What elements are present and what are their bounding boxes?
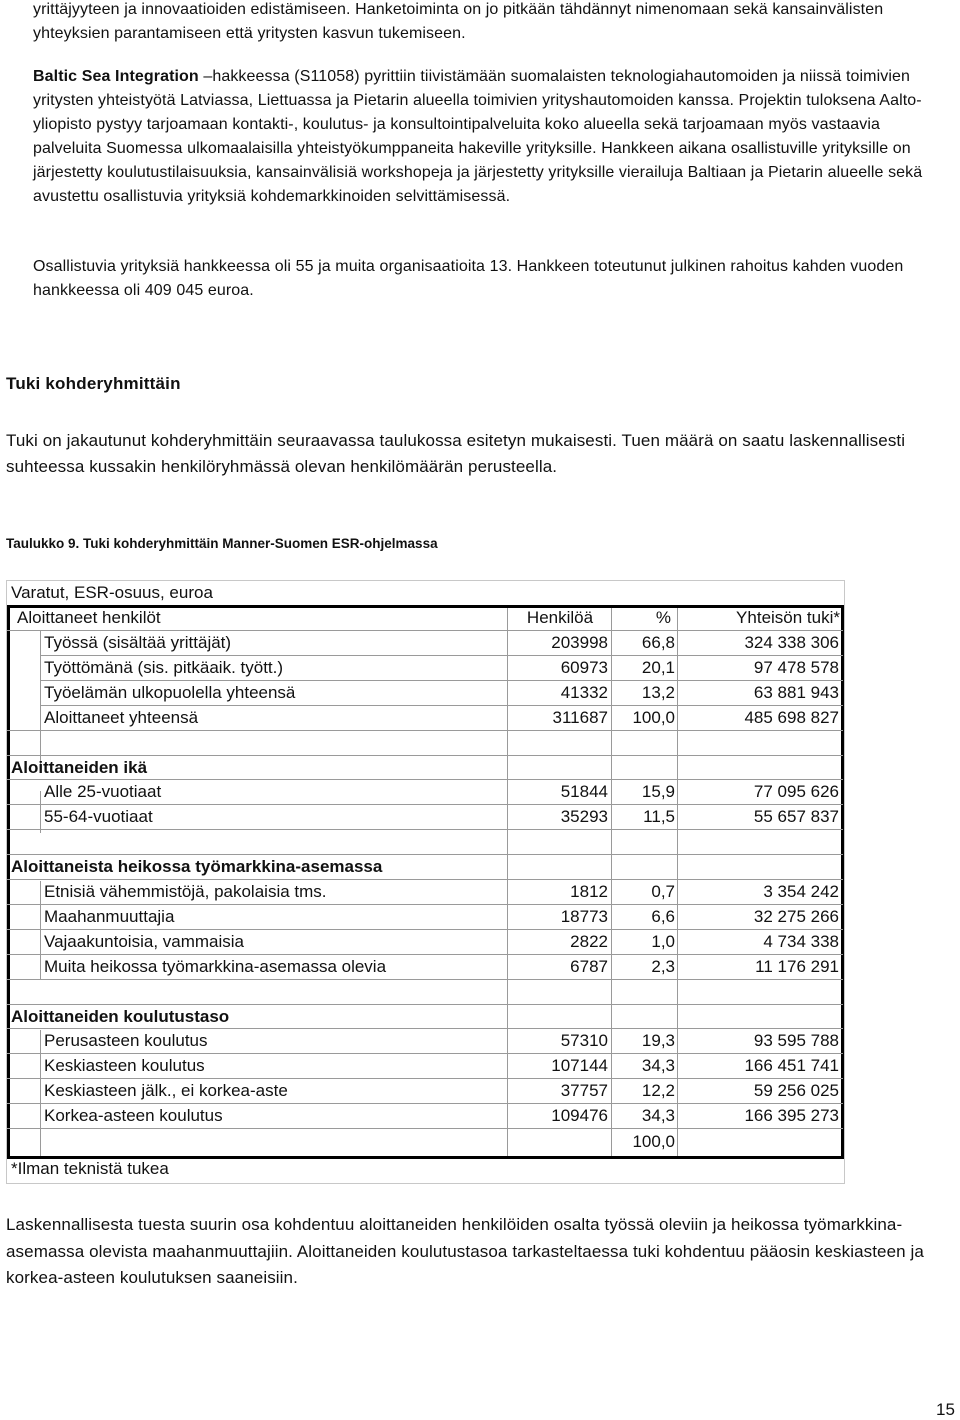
table-cell-persons: 51844 <box>560 782 608 801</box>
participants-paragraph: Osallistuvia yrityksiä hankkeessa oli 55 ja muita organisaatioita 13. Hankkeen toteutunut julkinen rahoitus kahden vuoden hankkeessa oli 409 045 euroa. <box>33 258 904 299</box>
header-persons: Henkilöä <box>526 608 594 627</box>
table-cell-pct: 66,8 <box>641 633 675 652</box>
section-text: Tuki on jakautunut kohderyhmittäin seuraavassa taulukossa esitetyn mukaisesti. Tuen määrä on saatu laskennallisesti suhteessa kussakin henkilöryhmässä olevan henkilömäärän perusteella. <box>6 431 906 476</box>
grid-line <box>7 1078 843 1079</box>
table-cell-persons: 35293 <box>560 807 608 826</box>
table-cell-support: 63 881 943 <box>753 683 839 702</box>
grid-line <box>40 630 41 767</box>
table-cell-persons: 107144 <box>551 1056 608 1075</box>
grid-line <box>7 904 843 905</box>
table-cell-support: 4 734 338 <box>763 932 839 951</box>
header-group: Aloittaneet henkilöt <box>17 608 161 627</box>
table-cell-support: 55 657 837 <box>753 807 839 826</box>
table-cell-pct: 2,3 <box>651 957 675 976</box>
table-cell-support: 32 275 266 <box>753 907 839 926</box>
table-cell-support: 324 338 306 <box>744 633 839 652</box>
table-row-label: Muita heikossa työmarkkina-asemassa olevia <box>44 957 387 976</box>
grid-line <box>7 854 843 855</box>
grid-line <box>7 979 843 980</box>
table-cell-pct: 20,1 <box>641 658 675 677</box>
table-row-label: Vajaakuntoisia, vammaisia <box>44 932 244 951</box>
table-cell-support: 77 095 626 <box>753 782 839 801</box>
grid-line <box>7 1028 843 1029</box>
table-cell-pct: 0,7 <box>651 882 675 901</box>
table-cell-persons: 311687 <box>552 708 608 727</box>
table-cell-support: 97 478 578 <box>753 658 839 677</box>
table-row-label: Keskiasteen koulutus <box>44 1056 205 1075</box>
project-name: Baltic Sea Integration <box>33 68 199 85</box>
table-row-label: Keskiasteen jälk., ei korkea-aste <box>44 1081 288 1100</box>
table-row-label: Työttömänä (sis. pitkäaik. tyött.) <box>44 658 284 677</box>
table-row-label: Etnisiä vähemmistöjä, pakolaisia tms. <box>44 882 327 901</box>
table-row-label: Työssä (sisältää yrittäjät) <box>44 633 232 652</box>
grid-line <box>40 680 843 681</box>
table-caption: Taulukko 9. Tuki kohderyhmittäin Manner-Suomen ESR-ohjelmassa <box>6 536 438 551</box>
table-cell-support: 485 698 827 <box>744 708 839 727</box>
grid-line <box>7 779 843 780</box>
table-cell-support: 11 176 291 <box>755 957 839 976</box>
table-cell-persons: 41332 <box>560 683 608 702</box>
table-row-label: Aloittaneet yhteensä <box>44 708 199 727</box>
table-footnote: *Ilman teknistä tukea <box>11 1159 169 1178</box>
table-row-label: Alle 25-vuotiaat <box>44 782 162 801</box>
grid-line <box>40 1030 41 1159</box>
table-cell-pct: 34,3 <box>641 1056 675 1075</box>
table-cell-persons: 57310 <box>560 1031 608 1050</box>
grid-line <box>40 705 843 706</box>
table-cell-pct: 13,2 <box>641 683 675 702</box>
page-number: 15 <box>936 1400 955 1419</box>
grid-line <box>7 630 843 631</box>
table-cell-pct: 6,6 <box>651 907 675 926</box>
table-cell-support: 59 256 025 <box>753 1081 839 1100</box>
header-pct: % <box>655 608 671 627</box>
grid-line <box>7 804 843 805</box>
grid-line <box>7 1004 843 1005</box>
grid-line <box>7 1128 843 1129</box>
grid-line <box>7 1053 843 1054</box>
edu-total-pct: 100,0 <box>632 1132 675 1151</box>
grid-line <box>40 791 41 833</box>
table-cell-pct: 12,2 <box>641 1081 675 1100</box>
table-cell-pct: 15,9 <box>641 782 675 801</box>
table-cell-pct: 11,5 <box>643 807 675 826</box>
table-cell-persons: 109476 <box>551 1106 608 1125</box>
weak-section-title: Aloittaneista heikossa työmarkkina-asemassa <box>11 857 383 876</box>
grid-line <box>7 730 843 731</box>
grid-line <box>7 954 843 955</box>
table-cell-support: 93 595 788 <box>753 1031 839 1050</box>
grid-line <box>40 881 41 980</box>
table-cell-support: 3 354 242 <box>763 882 839 901</box>
table-cell-support: 166 395 273 <box>744 1106 839 1125</box>
grid-line <box>7 755 843 756</box>
table-cell-persons: 2822 <box>570 932 608 951</box>
table-cell-pct: 34,3 <box>641 1106 675 1125</box>
edu-section-title: Aloittaneiden koulutustaso <box>11 1007 230 1026</box>
intro-paragraph: yrittäjyyteen ja innovaatioiden edistämiseen. Hanketoiminta on jo pitkään tähdännyt nimenomaan sekä kansainvälisten yhteyksien parantamiseen että yritysten kasvun tukemiseen. <box>33 1 884 42</box>
age-section-title: Aloittaneiden ikä <box>11 758 148 777</box>
table-cell-persons: 1812 <box>570 882 608 901</box>
summary-paragraph: Laskennallisesta tuesta suurin osa kohdentuu aloittaneiden henkilöiden osalta työssä oleviin ja heikossa työmarkkina-asemassa olevista maahanmuuttajiin. Aloittaneiden koulutustasoa tarkasteltaessa tuki kohdentuu pääosin keskiasteen ja korkea-asteen koulutuksen saaneisiin. <box>6 1215 924 1287</box>
table-row-label: Työelämän ulkopuolella yhteensä <box>44 683 296 702</box>
table-row-label: 55-64-vuotiaat <box>44 807 153 826</box>
project-paragraph <box>33 65 948 209</box>
grid-line <box>841 605 844 1159</box>
table-cell-support: 166 451 741 <box>744 1056 839 1075</box>
table-cell-pct: 19,3 <box>641 1031 675 1050</box>
table-cell-persons: 18773 <box>560 907 608 926</box>
table-cell-persons: 60973 <box>560 658 608 677</box>
support-table <box>6 580 845 1184</box>
table-cell-pct: 100,0 <box>632 708 675 727</box>
table-row-label: Korkea-asteen koulutus <box>44 1106 223 1125</box>
grid-line <box>40 655 843 656</box>
table-cell-pct: 1,0 <box>651 932 675 951</box>
section-title: Tuki kohderyhmittäin <box>6 374 181 393</box>
project-text: –hakkeessa (S11058) pyrittiin tiivistämään suomalaisten teknologiahautomoiden ja niissä toimivien yritysten yhteistyötä Latviassa, Liettuassa ja Pietarin alueella toimivien yrityshautomoiden kanssa. Projektin tuloksena Aalto-yliopisto pystyy tarjoamaan kontakti-, koulutus- ja konsultointipalveluita koko alueella sekä tarjoamaan myös vastaavia palveluita Suomessa ulkomaalaisilla yhteistyökumppaneita hakeville yrityksille. Hankkeen aikana osallistuville yrityksille on järjestetty koulutustilaisuuksia, kansainvälisiä workshopeja ja järjestetty yrityksille vierailuja Baltiaan ja Pietarin alueelle sekä avustettu osallistuvia yrityksiä kohdemarkkinoiden selvittämisessä. <box>33 68 923 205</box>
table-cell-persons: 203998 <box>551 633 608 652</box>
grid-line <box>7 829 843 830</box>
header-support: Yhteisön tuki* <box>736 608 840 627</box>
table-cell-persons: 6787 <box>570 957 608 976</box>
grid-line <box>7 1103 843 1104</box>
table-row-label: Perusasteen koulutus <box>44 1031 208 1050</box>
table-row-label: Maahanmuuttajia <box>44 907 175 926</box>
table-top-label: Varatut, ESR-osuus, euroa <box>11 583 213 602</box>
grid-line <box>7 929 843 930</box>
grid-line <box>7 879 843 880</box>
grid-line <box>7 605 10 1159</box>
table-cell-persons: 37757 <box>560 1081 608 1100</box>
